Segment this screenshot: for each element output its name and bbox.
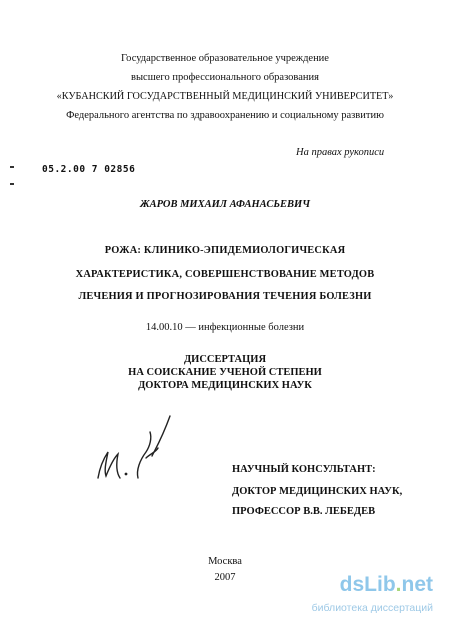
- thesis-title-line-1: РОЖА: КЛИНИКО-ЭПИДЕМИОЛОГИЧЕСКАЯ: [104, 245, 346, 256]
- watermark-subtitle: библиотека диссертаций: [311, 602, 433, 614]
- dissertation-label: ДИССЕРТАЦИЯ: [183, 354, 267, 365]
- university-name: «КУБАНСКИЙ ГОСУДАРСТВЕННЫЙ МЕДИЦИНСКИЙ УНИВЕРСИТЕТ»: [56, 91, 394, 102]
- watermark: [300, 573, 445, 621]
- city: Москва: [208, 556, 242, 567]
- author-name: ЖАРОВ МИХАИЛ АФАНАСЬЕВИЧ: [139, 199, 311, 210]
- specialty-code: 14.00.10 — инфекционные болезни: [145, 322, 305, 333]
- institution-type: Государственное образовательное учреждение: [121, 53, 329, 64]
- advisor-degree: ДОКТОР МЕДИЦИНСКИХ НАУК,: [232, 486, 403, 497]
- thesis-title-line-3: ЛЕЧЕНИЯ И ПРОГНОЗИРОВАНИЯ ТЕЧЕНИЯ БОЛЕЗНИ: [78, 291, 372, 302]
- margin-mark: [10, 183, 14, 185]
- watermark-logo: dsLib.net: [339, 573, 433, 596]
- year: 2007: [214, 572, 236, 583]
- margin-mark: [10, 166, 14, 168]
- degree-line-1: НА СОИСКАНИЕ УЧЕНОЙ СТЕПЕНИ: [128, 367, 322, 378]
- handwritten-signature: [90, 408, 180, 488]
- archive-code: 05.2.00 7 02856: [42, 164, 136, 175]
- advisor-label: НАУЧНЫЙ КОНСУЛЬТАНТ:: [232, 464, 376, 475]
- manuscript-rights-note: На правах рукописи: [296, 147, 385, 158]
- degree-line-2: ДОКТОРА МЕДИЦИНСКИХ НАУК: [138, 380, 312, 391]
- education-level: высшего профессионального образования: [131, 72, 319, 83]
- thesis-title-line-2: ХАРАКТЕРИСТИКА, СОВЕРШЕНСТВОВАНИЕ МЕТОДОВ: [75, 269, 375, 280]
- advisor-name: ПРОФЕССОР В.В. ЛЕБЕДЕВ: [232, 506, 376, 517]
- federal-agency: Федерального агентства по здравоохранению и социальному развитию: [66, 110, 384, 121]
